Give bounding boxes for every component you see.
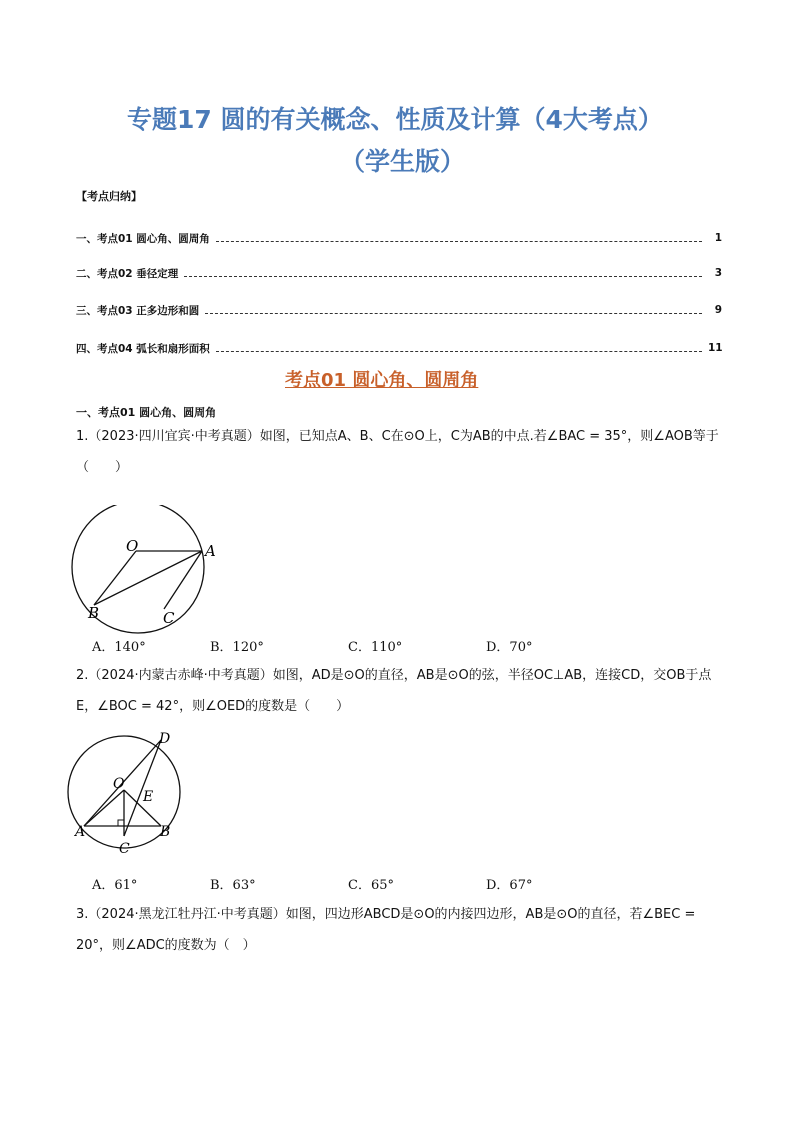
segment-ob: [94, 551, 136, 605]
question-1-figure: [66, 505, 216, 635]
segment-cd: [124, 740, 161, 836]
toc-entry-label: 二、考点02 垂径定理: [76, 267, 179, 280]
question-2-text: 2.（2024·内蒙古赤峰·中考真题）如图，AD是⊙O的直径，AB是⊙O的弦，半径OC⊥AB，连接CD，交OB于点E，∠BOC = 42°，则∠OED的度数是（ ）: [76, 668, 712, 714]
toc-entry[interactable]: [76, 340, 722, 356]
toc-leader: [216, 351, 702, 352]
toc-leader: [184, 276, 702, 277]
label-c: C: [119, 841, 130, 857]
option-b[interactable]: B．120°: [210, 640, 264, 655]
toc-page-number: 11: [708, 342, 723, 354]
document-title: 专题17 圆的有关概念、性质及计算（4大考点）: [127, 105, 663, 134]
toc-leader: [205, 313, 702, 314]
option-a[interactable]: A．61°: [92, 878, 138, 893]
label-d: D: [159, 731, 171, 747]
option-d[interactable]: D．67°: [486, 878, 533, 893]
label-a: A: [75, 824, 86, 840]
toc-entry-label: 一、考点01 圆心角、圆周角: [76, 232, 210, 245]
option-c[interactable]: C．65°: [348, 878, 394, 893]
label-b: B: [160, 824, 171, 840]
toc-leader: [216, 241, 702, 242]
option-b[interactable]: B．63°: [210, 878, 256, 893]
section-heading: 考点01 圆心角、圆周角: [285, 370, 479, 391]
question-2-figure: [66, 728, 190, 858]
toc-entry[interactable]: [76, 230, 722, 246]
question-3-text: 3.（2024·黑龙江牡丹江·中考真题）如图，四边形ABCD是⊙O的内接四边形，AB是⊙O的直径，若∠BEC = 20°，则∠ADC的度数为（ ）: [76, 907, 696, 953]
toc-entry[interactable]: [76, 265, 722, 281]
toc-entry[interactable]: [76, 302, 722, 318]
toc-page-number: 9: [714, 304, 722, 316]
toc-page-number: 1: [714, 232, 722, 244]
label-c: C: [163, 609, 175, 627]
question-2-options: [92, 874, 732, 894]
option-a[interactable]: A．140°: [92, 640, 146, 655]
segment-ab: [94, 551, 202, 605]
toc-entry-label: 三、考点03 正多边形和圆: [76, 304, 200, 317]
right-angle-mark: [118, 820, 124, 826]
label-o: O: [126, 537, 139, 555]
toc-page-number: 3: [714, 267, 722, 279]
label-b: B: [88, 604, 100, 622]
subsection-heading: 一、考点01 圆心角、圆周角: [76, 406, 217, 419]
summary-label: 【考点归纳】: [76, 190, 142, 203]
toc-entry-label: 四、考点04 弧长和扇形面积: [76, 342, 210, 355]
option-c[interactable]: C．110°: [348, 640, 403, 655]
label-o: O: [113, 776, 125, 792]
question-1-options: [92, 636, 732, 656]
segment-ac: [164, 551, 202, 609]
label-a: A: [205, 542, 216, 560]
label-e: E: [143, 789, 154, 805]
option-d[interactable]: D．70°: [486, 640, 533, 655]
question-1-text: 1.（2023·四川宜宾·中考真题）如图，已知点A、B、C在⊙O上，C为AB的中点.若∠BAC = 35°，则∠AOB等于（ ）: [76, 429, 719, 475]
document-subtitle: （学生版）: [340, 147, 466, 176]
